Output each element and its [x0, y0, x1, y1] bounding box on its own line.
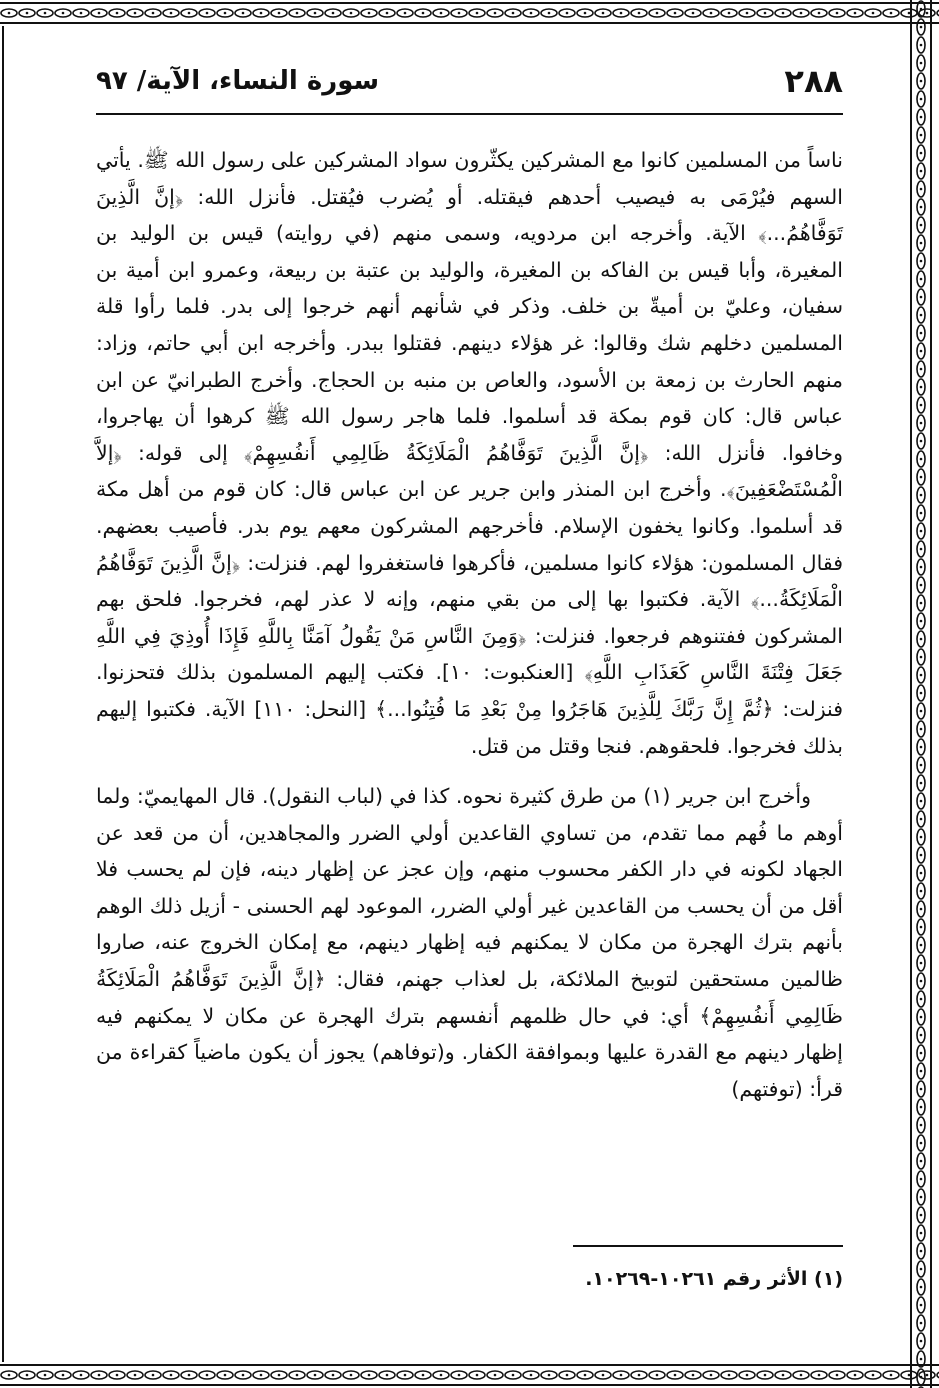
page-number: ٢٨٨	[784, 62, 843, 100]
left-frame-line	[2, 26, 4, 1362]
right-chain-border	[903, 0, 939, 1388]
paragraph: وأخرج ابن جرير (١) من طرق كثيرة نحوه. كذا في (لباب النقول). قال المهايميّ: ولما أوهم ما فُهم مما تقدم، من تساوي القاعدين أولي الضرر والمجاهدين، أن من قعد عن الجهاد لكونه في دار الكفر محسوب منهم، وإن عجز عن إظهار دينه، فإن لم يحسب فلا أقل من أن يحسب من القاعدين غير أولي الضرر، الموعود لهم الحسنى - أزيل ذلك الوهم بأنهم بترك الهجرة من مكان لا يمكنهم فيه إظهار دينهم، مع إمكان الخروج عنه، صاروا ظالمين مستحقين لتوبيخ الملائكة، بل لعذاب جهنم، فقال: ﴿إنَّ الَّذِينَ تَوَفَّاهُمُ الْمَلَائِكَةُ ظَالِمِي أَنفُسِهِمْ﴾ أي: في حال ظلمهم أنفسهم بترك الهجرة عن مكان لا يمكنهم فيه إظهار دينهم مع القدرة عليها وبموافقة الكفار. و(توفاهم) يجوز أن يكون ماضياً كقراءة من قرأ: (توفتهم)	[96, 784, 843, 1101]
top-chain-border	[0, 0, 939, 26]
paragraph: ناساً من المسلمين كانوا مع المشركين يكثّرون سواد المشركين على رسول الله ﷺ. يأتي السهم فيُرْمَى به فيصيب أحدهم فيقتله. أو يُضرب فيُقتل. فأنزل الله: ﴿إنَّ الَّذِينَ تَوَفَّاهُمُ...﴾ الآية. وأخرجه ابن مردويه، وسمى منهم (في روايته) قيس بن الوليد بن المغيرة، وأبا قيس بن الفاكه بن المغيرة، والوليد بن عتبة بن ربيعة، وعمرو ابن أمية بن سفيان، وعليّ بن أميةّ بن خلف. وذكر في شأنهم أنهم خرجوا إلى بدر. فلما رأوا قلة المسلمين دخلهم شك وقالوا: غر هؤلاء دينهم. فقتلوا ببدر. وأخرجه ابن أبي حاتم، وزاد: منهم الحارث بن زمعة بن الأسود، والعاص بن منبه بن الحجاج. وأخرج الطبرانيّ عن ابن عباس قال: كان قوم بمكة قد أسلموا. فلما هاجر رسول الله ﷺ كرهوا أن يهاجروا، وخافوا. فأنزل الله: ﴿إنَّ الَّذِينَ تَوَفَّاهُمُ الْمَلَائِكَةُ ظَالِمِي أَنفُسِهِمْ﴾ إلى قوله: ﴿إلاَّ الْمُسْتَضْعَفِينَ﴾. وأخرج ابن المنذر وابن جرير عن ابن عباس قال: كان قوم من أهل مكة قد أسلموا. وكانوا يخفون الإسلام. فأخرجهم المشركون معهم يوم بدر. فأصيب بعضهم. فقال المسلمون: هؤلاء كانوا مسلمين، فأكرهوا فاستغفروا لهم. فنزلت: ﴿إنَّ الَّذِينَ تَوَفَّاهُمُ الْمَلَائِكَةُ...﴾ الآية. فكتبوا بها إلى من بقي منهم، وإنه لا عذر لهم، فخرجوا. فلحق بهم المشركون ففتنوهم فرجعوا. فنزلت: ﴿وَمِنَ النَّاسِ مَنْ يَقُولُ آمَنَّا بِاللَّهِ فَإِذَا أُوذِيَ فِي اللَّهِ جَعَلَ فِتْنَةَ النَّاسِ كَعَذَابِ اللَّهِ﴾ [العنكبوت: ١٠]. فكتب إليهم المسلمون بذلك فتحزنوا. فنزلت: ﴿ثُمَّ إِنَّ رَبَّكَ لِلَّذِينَ هَاجَرُوا مِنْ بَعْدِ مَا فُتِنُوا...﴾ [النحل: ١١٠] الآية. فكتبوا إليهم بذلك فخرجوا. فلحقوهم. فنجا وقتل من قتل.	[96, 148, 844, 758]
header-rule	[96, 113, 843, 115]
footnote: (١) الأثر رقم ١٠٢٦١-١٠٢٦٩.	[585, 1268, 843, 1290]
page-header	[96, 56, 843, 108]
bottom-chain-border	[0, 1362, 939, 1388]
footnote-rule	[573, 1245, 843, 1247]
body-text	[96, 142, 843, 1107]
running-title: سورة النساء، الآية/ ٩٧	[96, 66, 380, 96]
